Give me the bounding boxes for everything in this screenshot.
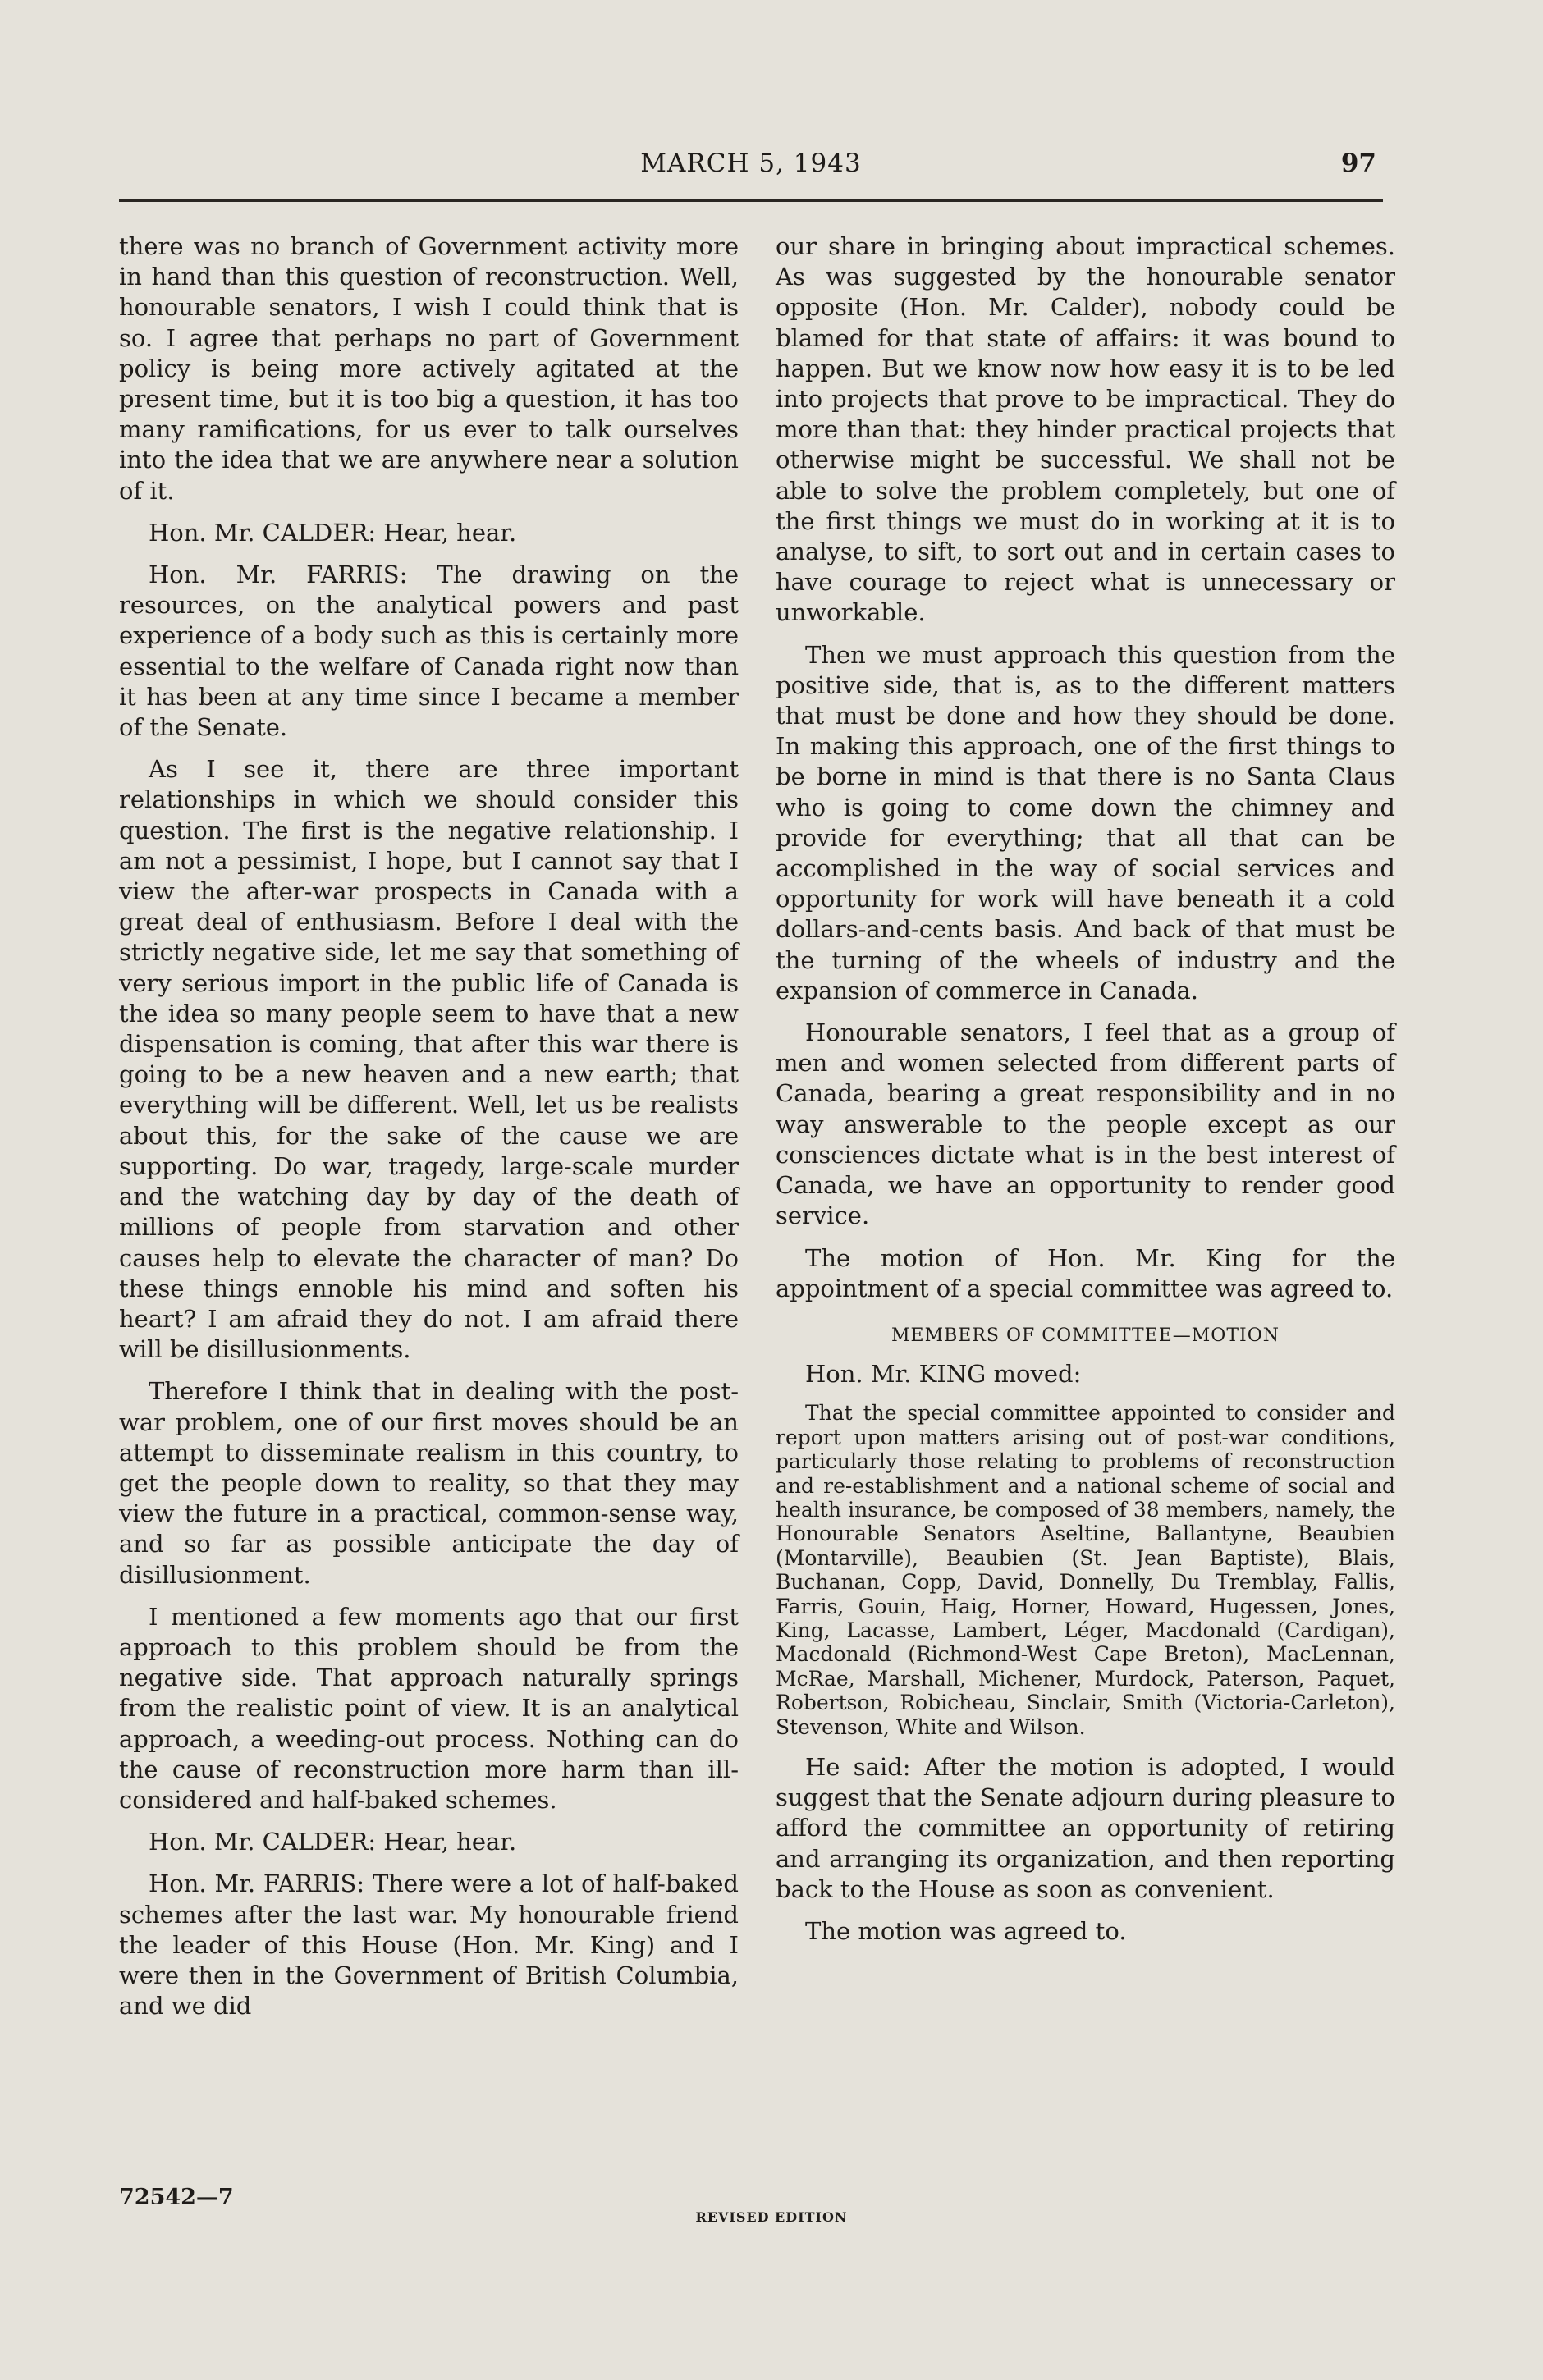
motion-text: That the special committee appointed to consider and report upon matters arising out of post-war conditions, particularly those relating to problems of reconstruction and re-establishment and a national scheme of social and health insurance, be composed of 38 members, namely, the Honourable Senators Aseltine, Ballantyne, Beaubien (Montarville), Beaubien (St. Jean Baptiste), Blais, Buchanan, Copp, David, Donnelly, Du Tremblay, Fallis, Farris, Gouin, Haig, Horner, Howard, Hugessen, Jones, King, Lacasse, Lambert, Léger, Macdonald (Cardigan), Macdonald (Richmond-West Cape Breton), MacLennan, McRae, Marshall, Michener, Murdock, Paterson, Paquet, Robertson, Robicheau, Sinclair, Smith (Victoria-Carleton), Stevenson, White and Wilson.	[776, 1401, 1395, 1739]
paragraph: Hon. Mr. FARRIS: The drawing on the resources, on the analytical powers and past experience of a body such as this is certainly more essential to the welfare of Canada right now than it has been at any time since I became a member of the Senate.	[119, 561, 739, 742]
moved-line: Hon. Mr. KING moved:	[805, 1360, 1082, 1389]
right-column	[776, 231, 1395, 1958]
speaker-line: Hon. Mr. CALDER: Hear, hear.	[149, 518, 517, 547]
header-date: MARCH 5, 1943	[640, 149, 862, 178]
paragraph: He said: After the motion is adopted, I would suggest that the Senate adjourn during pleasure to afford the committee an opportunity of retiring and arranging its organization, and then reporting back to the House as soon as convenient.	[776, 1753, 1395, 1903]
paragraph: Hon. Mr. FARRIS: There were a lot of half-baked schemes after the last war. My honourable friend the leader of this House (Hon. Mr. King) and I were then in the Government of British Columbia, and we did	[119, 1870, 739, 2021]
paragraph: The motion was agreed to.	[805, 1917, 1127, 1946]
section-heading: MEMBERS OF COMMITTEE—MOTION	[891, 1325, 1280, 1346]
speaker-line: Hon. Mr. CALDER: Hear, hear.	[149, 1828, 517, 1856]
header-rule	[119, 199, 1383, 202]
paragraph: there was no branch of Government activity more in hand than this question of reconstruction. Well, honourable senators, I wish I could think that is so. I agree that perhaps no part of Government policy is being more actively agitated at the present time, but it is too big a question, it has too many ramifications, for us ever to talk ourselves into the idea that we are anywhere near a solution of it.	[119, 232, 739, 505]
printer-signature: 72542—7	[119, 2185, 234, 2210]
paragraph: Therefore I think that in dealing with the post-war problem, one of our first moves should be an attempt to disseminate realism in this country, to get the people down to reality, so that they may view the future in a practical, common-sense way, and so far as possible anticipate the day of disillusionment.	[119, 1377, 739, 1589]
paragraph: Then we must approach this question from the positive side, that is, as to the different matters that must be done and how they should be done. In making this approach, one of the first things to be borne in mind is that there is no Santa Claus who is going to come down the chimney and provide for everything; that all that can be accomplished in the way of social services and opportunity for work will have beneath it a cold dollars-and-cents basis. And back of that must be the turning of the wheels of industry and the expansion of commerce in Canada.	[776, 640, 1395, 1005]
page-header	[119, 144, 1383, 186]
left-column	[119, 231, 739, 2033]
paragraph: As I see it, there are three important relationships in which we should consider this question. The first is the negative relationship. I am not a pessimist, I hope, but I cannot say that I view the after-war prospects in Canada with a great deal of enthusiasm. Before I deal with the strictly negative side, let me say that something of very serious import in the public life of Canada is the idea so many people seem to have that a new dispensation is coming, that after this war there is going to be a new heaven and a new earth; that everything will be different. Well, let us be realists about this, for the sake of the cause we are supporting. Do war, tragedy, large-scale murder and the watching day by day of the death of millions of people from starvation and other causes help to elevate the character of man? Do these things ennoble his mind and soften his heart? I am afraid they do not. I am afraid there will be disillusionments.	[119, 755, 739, 1364]
edition-label: REVISED EDITION	[695, 2209, 848, 2225]
paragraph: The motion of Hon. Mr. King for the appointment of a special committee was agreed to.	[776, 1243, 1395, 1302]
paragraph: our share in bringing about impractical schemes. As was suggested by the honourable senator opposite (Hon. Mr. Calder), nobody could be blamed for that state of affairs: it was bound to happen. But we know now how easy it is to be led into projects that prove to be impractical. They do more than that: they hinder practical projects that otherwise might be successful. We shall not be able to solve the problem completely, but one of the first things we must do in working at it is to analyse, to sift, to sort out and in certain cases to have courage to reject what is unnecessary or unworkable.	[776, 232, 1395, 627]
paragraph: I mentioned a few moments ago that our first approach to this problem should be from the negative side. That approach naturally springs from the realistic point of view. It is an analytical approach, a weeding-out process. Nothing can do the cause of reconstruction more harm than ill-considered and half-baked schemes.	[119, 1602, 739, 1814]
paragraph: Honourable senators, I feel that as a group of men and women selected from different parts of Canada, bearing a great responsibility and in no way answerable to the people except as our consciences dictate what is in the best interest of Canada, we have an opportunity to render good service.	[776, 1018, 1395, 1230]
page-number: 97	[1340, 149, 1376, 178]
